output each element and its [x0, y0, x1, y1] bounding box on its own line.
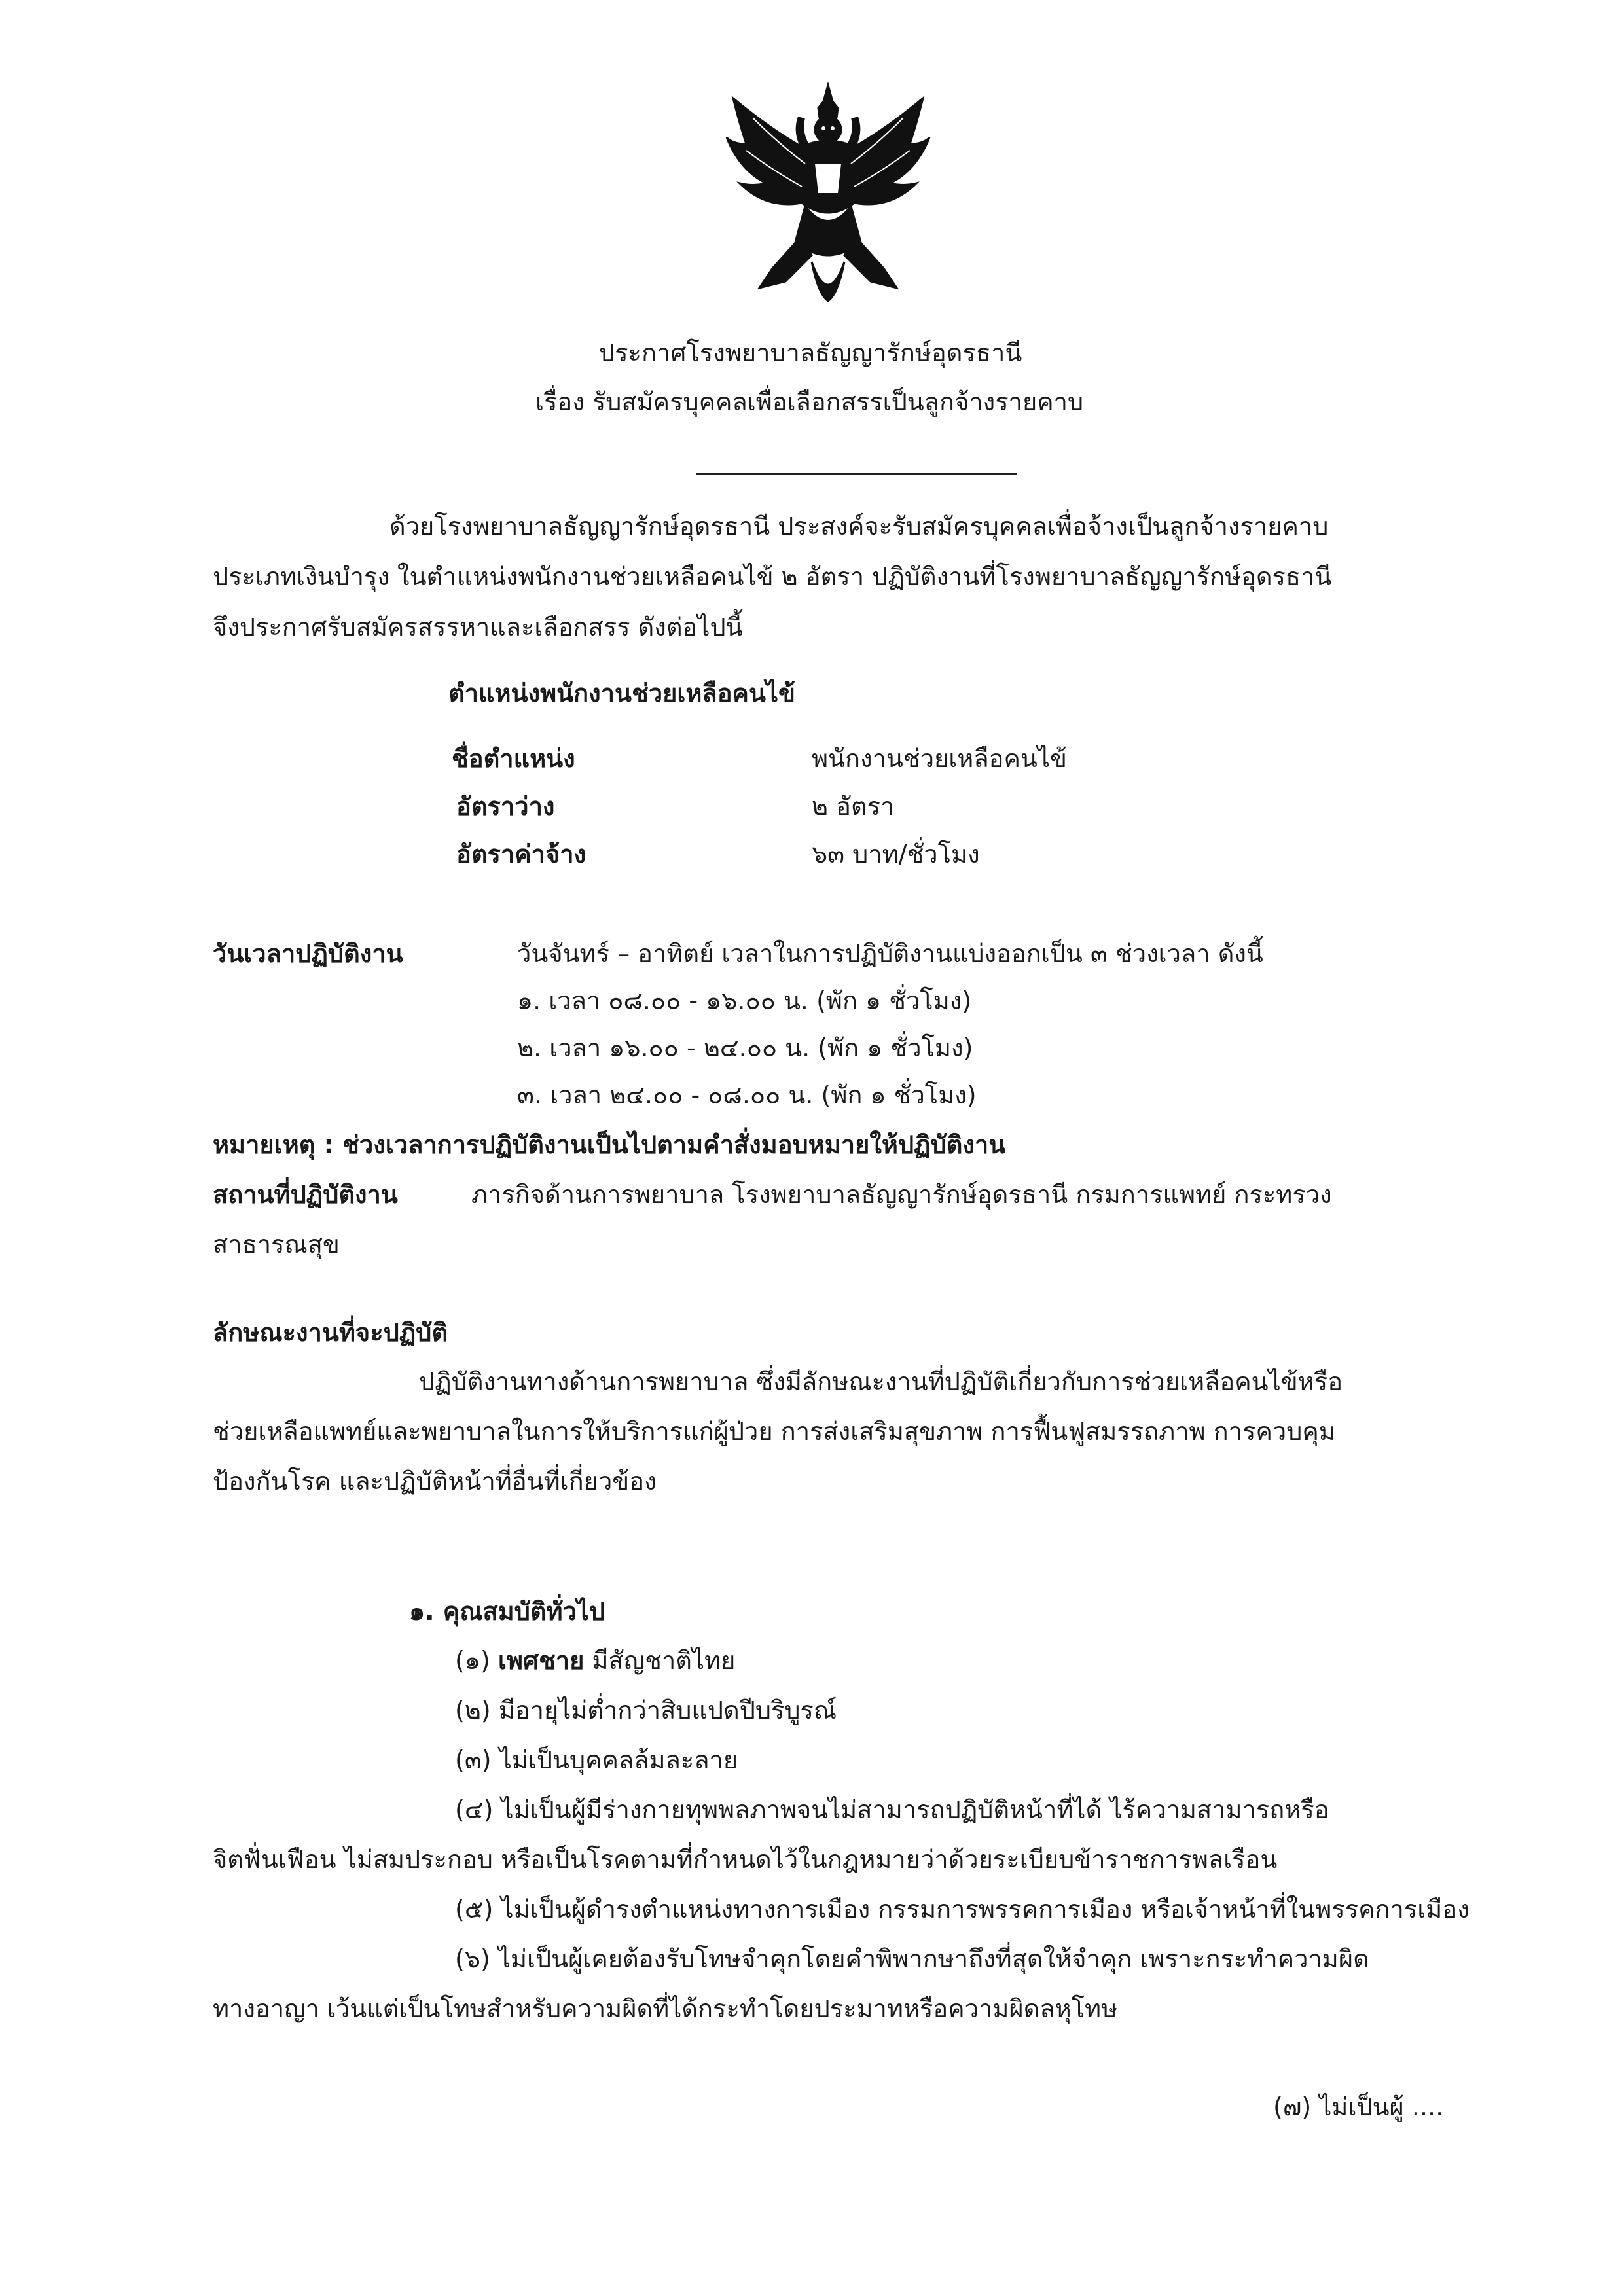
- schedule-note: หมายเหตุ : ช่วงเวลาการปฏิบัติงานเป็นไปตามคำสั่งมอบหมายให้ปฏิบัติงาน: [213, 1130, 1006, 1159]
- qualification-2: (๒) มีอายุไม่ต่ำกว่าสิบแปดปีบริบูรณ์: [455, 1696, 837, 1725]
- intro-line-1: ด้วยโรงพยาบาลธัญญารักษ์อุดรธานี ประสงค์จะรับสมัครบุคคลเพื่อจ้างเป็นลูกจ้างรายคาบ: [389, 512, 1329, 541]
- qualifications-heading: ๑. คุณสมบัติทั่วไป: [409, 1597, 605, 1626]
- workplace-value: ภารกิจด้านการพยาบาล โรงพยาบาลธัญญารักษ์อุดรธานี กรมการแพทย์ กระทรวง: [471, 1180, 1332, 1209]
- qualification-1-rest: มีสัญชาติไทย: [584, 1646, 736, 1675]
- qualification-6-line-1: (๖) ไม่เป็นผู้เคยต้องรับโทษจำคุกโดยคำพิพากษาถึงที่สุดให้จำคุก เพราะกระทำความผิด: [455, 1945, 1369, 1973]
- qualification-1: [455, 1648, 735, 1673]
- announcement-subject: เรื่อง รับสมัครบุคคลเพื่อเลือกสรรเป็นลูกจ้างรายคาบ: [535, 387, 1084, 416]
- qualification-4-line-2: จิตฟั่นเฟือน ไม่สมประกอบ หรือเป็นโรคตามที่กำหนดไว้ในกฎหมายว่าด้วยระเบียบข้าราชการพลเรือน: [213, 1845, 1278, 1874]
- schedule-label: วันเวลาปฏิบัติงาน: [213, 939, 403, 968]
- position-heading: ตำแหน่งพนักงานช่วยเหลือคนไข้: [448, 679, 796, 708]
- shift-2: ๒. เวลา ๑๖.๐๐ - ๒๔.๐๐ น. (พัก ๑ ชั่วโมง): [517, 1033, 973, 1062]
- duties-line-3: ป้องกันโรค และปฏิบัติหน้าที่อื่นที่เกี่ยวข้อง: [213, 1467, 657, 1496]
- duties-line-1: ปฏิบัติงานทางด้านการพยาบาล ซึ่งมีลักษณะงานที่ปฏิบัติเกี่ยวกับการช่วยเหลือคนไข้หรือ: [419, 1367, 1343, 1396]
- schedule-intro: วันจันทร์ – อาทิตย์ เวลาในการปฏิบัติงานแบ่งออกเป็น ๓ ช่วงเวลา ดังนี้: [517, 939, 1263, 968]
- intro-line-3: จึงประกาศรับสมัครสรรหาและเลือกสรร ดังต่อไปนี้: [213, 613, 743, 641]
- workplace-label: สถานที่ปฏิบัติงาน: [213, 1180, 398, 1209]
- shift-1: ๑. เวลา ๐๘.๐๐ - ๑๖.๐๐ น. (พัก ๑ ชั่วโมง): [517, 986, 972, 1015]
- header-divider: [696, 473, 1017, 475]
- continuation-marker: (๗) ไม่เป็นผู้ ....: [1273, 2092, 1444, 2121]
- qualification-6-line-2: ทางอาญา เว้นแต่เป็นโทษสำหรับความผิดที่ได้กระทำโดยประมาทหรือความผิดลหุโทษ: [213, 1994, 1118, 2023]
- qualification-3: (๓) ไม่เป็นบุคคลล้มละลาย: [455, 1746, 738, 1774]
- shift-3: ๓. เวลา ๒๔.๐๐ - ๐๘.๐๐ น. (พัก ๑ ชั่วโมง): [517, 1081, 977, 1109]
- qualification-4-line-1: (๔) ไม่เป็นผู้มีร่างกายทุพพลภาพจนไม่สามารถปฏิบัติหน้าที่ได้ ไร้ความสามารถหรือ: [455, 1795, 1329, 1824]
- garuda-emblem: [720, 72, 936, 314]
- qualification-1-prefix: (๑): [455, 1646, 498, 1675]
- intro-line-2: ประเภทเงินบำรุง ในตำแหน่งพนักงานช่วยเหลือคนไข้ ๒ อัตรา ปฏิบัติงานที่โรงพยาบาลธัญญารักษ์อุดรธานี: [213, 562, 1332, 591]
- duties-line-2: ช่วยเหลือแพทย์และพยาบาลในการให้บริการแก่ผู้ป่วย การส่งเสริมสุขภาพ การฟื้นฟูสมรรถภาพ การควบคุม: [213, 1417, 1335, 1446]
- duties-heading: ลักษณะงานที่จะปฏิบัติ: [213, 1318, 448, 1347]
- vacancy-value: ๒ อัตรา: [812, 792, 895, 821]
- qualification-5: (๕) ไม่เป็นผู้ดำรงตำแหน่งทางการเมือง กรรมการพรรคการเมือง หรือเจ้าหน้าที่ในพรรคการเมือง: [455, 1895, 1470, 1924]
- position-name-label: ชื่อตำแหน่ง: [452, 744, 575, 773]
- wage-label: อัตราค่าจ้าง: [456, 840, 586, 869]
- announcement-title: ประกาศโรงพยาบาลธัญญารักษ์อุดรธานี: [599, 338, 1022, 367]
- wage-value: ๖๓ บาท/ชั่วโมง: [812, 840, 980, 869]
- vacancy-label: อัตราว่าง: [456, 792, 555, 821]
- workplace-value-cont: สาธารณสุข: [213, 1230, 340, 1259]
- position-name-value: พนักงานช่วยเหลือคนไข้: [812, 744, 1067, 773]
- qualification-1-gender: เพศชาย: [497, 1646, 585, 1675]
